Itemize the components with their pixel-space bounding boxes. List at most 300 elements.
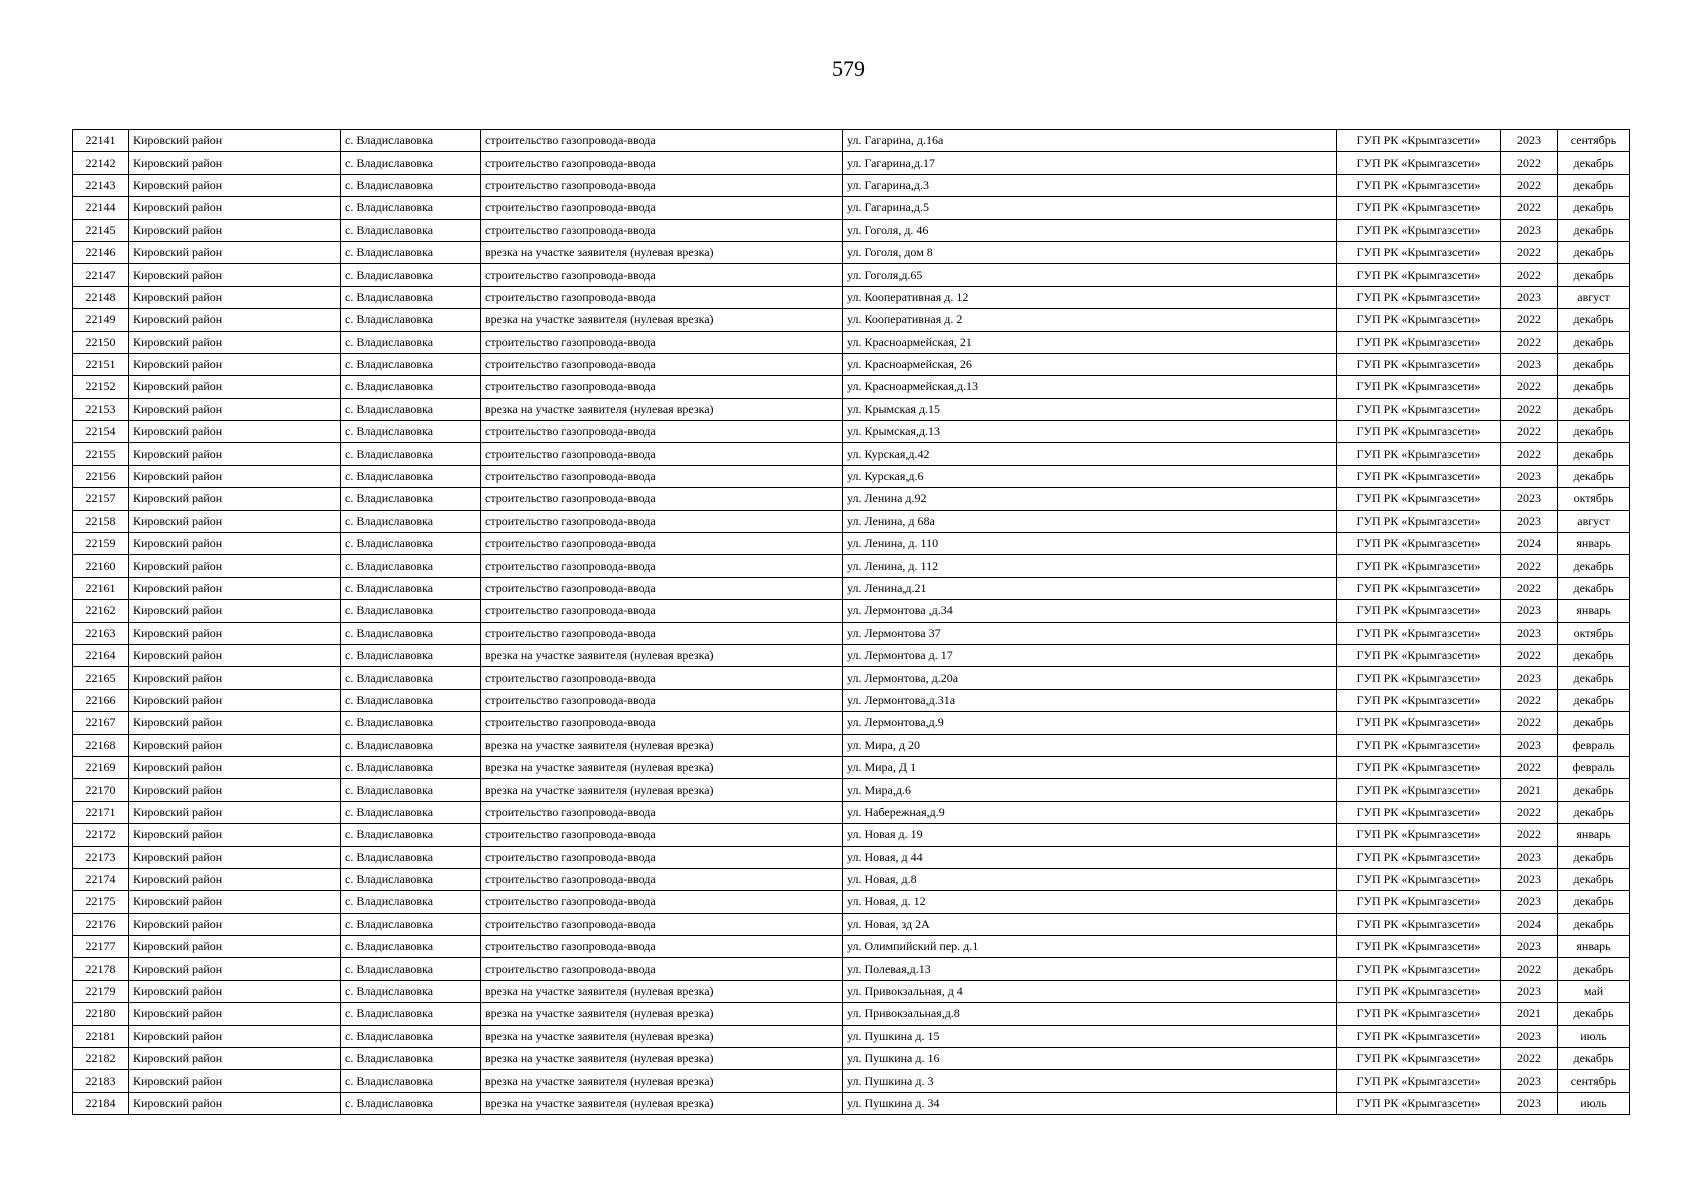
address-cell: ул. Курская,д.42 xyxy=(843,443,1337,465)
district-cell: Кировский район xyxy=(129,936,341,958)
month-cell: май xyxy=(1558,980,1630,1002)
year-cell: 2022 xyxy=(1501,1048,1558,1070)
organization-cell: ГУП РК «Крымгазсети» xyxy=(1337,219,1501,241)
month-cell: декабрь xyxy=(1558,689,1630,711)
month-cell: декабрь xyxy=(1558,644,1630,666)
village-cell: с. Владиславовка xyxy=(341,421,481,443)
month-cell: декабрь xyxy=(1558,331,1630,353)
address-cell: ул. Мира, д 20 xyxy=(843,734,1337,756)
month-cell: сентябрь xyxy=(1558,130,1630,152)
village-cell: с. Владиславовка xyxy=(341,1048,481,1070)
row-number: 22172 xyxy=(73,824,129,846)
address-cell: ул. Красноармейская,д.13 xyxy=(843,376,1337,398)
organization-cell: ГУП РК «Крымгазсети» xyxy=(1337,756,1501,778)
organization-cell: ГУП РК «Крымгазсети» xyxy=(1337,712,1501,734)
address-cell: ул. Красноармейская, 21 xyxy=(843,331,1337,353)
address-cell: ул. Гагарина,д.3 xyxy=(843,174,1337,196)
work-type-cell: врезка на участке заявителя (нулевая врезка) xyxy=(481,1070,843,1092)
table-row xyxy=(73,465,1630,487)
table-row xyxy=(73,130,1630,152)
month-cell: декабрь xyxy=(1558,197,1630,219)
address-cell: ул. Гагарина, д.16а xyxy=(843,130,1337,152)
organization-cell: ГУП РК «Крымгазсети» xyxy=(1337,510,1501,532)
month-cell: январь xyxy=(1558,824,1630,846)
work-type-cell: строительство газопровода-ввода xyxy=(481,622,843,644)
year-cell: 2024 xyxy=(1501,913,1558,935)
work-type-cell: строительство газопровода-ввода xyxy=(481,936,843,958)
year-cell: 2022 xyxy=(1501,241,1558,263)
table-row xyxy=(73,689,1630,711)
address-cell: ул. Пушкина д. 16 xyxy=(843,1048,1337,1070)
row-number: 22144 xyxy=(73,197,129,219)
month-cell: декабрь xyxy=(1558,577,1630,599)
district-cell: Кировский район xyxy=(129,197,341,219)
row-number: 22147 xyxy=(73,264,129,286)
year-cell: 2023 xyxy=(1501,465,1558,487)
work-type-cell: строительство газопровода-ввода xyxy=(481,600,843,622)
row-number: 22175 xyxy=(73,891,129,913)
district-cell: Кировский район xyxy=(129,353,341,375)
village-cell: с. Владиславовка xyxy=(341,1092,481,1114)
work-type-cell: строительство газопровода-ввода xyxy=(481,801,843,823)
village-cell: с. Владиславовка xyxy=(341,712,481,734)
district-cell: Кировский район xyxy=(129,130,341,152)
year-cell: 2022 xyxy=(1501,555,1558,577)
table-row xyxy=(73,421,1630,443)
row-number: 22164 xyxy=(73,644,129,666)
row-number: 22170 xyxy=(73,779,129,801)
organization-cell: ГУП РК «Крымгазсети» xyxy=(1337,622,1501,644)
year-cell: 2022 xyxy=(1501,331,1558,353)
village-cell: с. Владиславовка xyxy=(341,353,481,375)
address-cell: ул. Лермонтова, д.20а xyxy=(843,667,1337,689)
district-cell: Кировский район xyxy=(129,152,341,174)
address-cell: ул. Кооперативная д. 12 xyxy=(843,286,1337,308)
month-cell: октябрь xyxy=(1558,488,1630,510)
row-number: 22179 xyxy=(73,980,129,1002)
work-type-cell: строительство газопровода-ввода xyxy=(481,846,843,868)
year-cell: 2022 xyxy=(1501,421,1558,443)
year-cell: 2023 xyxy=(1501,622,1558,644)
row-number: 22142 xyxy=(73,152,129,174)
district-cell: Кировский район xyxy=(129,1092,341,1114)
work-type-cell: строительство газопровода-ввода xyxy=(481,197,843,219)
address-cell: ул. Кооперативная д. 2 xyxy=(843,309,1337,331)
year-cell: 2022 xyxy=(1501,197,1558,219)
organization-cell: ГУП РК «Крымгазсети» xyxy=(1337,936,1501,958)
work-type-cell: строительство газопровода-ввода xyxy=(481,174,843,196)
year-cell: 2022 xyxy=(1501,756,1558,778)
year-cell: 2022 xyxy=(1501,644,1558,666)
year-cell: 2022 xyxy=(1501,264,1558,286)
table-row xyxy=(73,913,1630,935)
village-cell: с. Владиславовка xyxy=(341,398,481,420)
work-type-cell: врезка на участке заявителя (нулевая врезка) xyxy=(481,980,843,1002)
month-cell: декабрь xyxy=(1558,398,1630,420)
organization-cell: ГУП РК «Крымгазсети» xyxy=(1337,197,1501,219)
table-row xyxy=(73,443,1630,465)
table-row xyxy=(73,1048,1630,1070)
month-cell: октябрь xyxy=(1558,622,1630,644)
district-cell: Кировский район xyxy=(129,488,341,510)
address-cell: ул. Гагарина,д.17 xyxy=(843,152,1337,174)
village-cell: с. Владиславовка xyxy=(341,779,481,801)
month-cell: декабрь xyxy=(1558,219,1630,241)
district-cell: Кировский район xyxy=(129,756,341,778)
work-type-cell: строительство газопровода-ввода xyxy=(481,510,843,532)
work-type-cell: строительство газопровода-ввода xyxy=(481,824,843,846)
work-type-cell: строительство газопровода-ввода xyxy=(481,219,843,241)
year-cell: 2022 xyxy=(1501,309,1558,331)
organization-cell: ГУП РК «Крымгазсети» xyxy=(1337,421,1501,443)
month-cell: декабрь xyxy=(1558,1048,1630,1070)
district-cell: Кировский район xyxy=(129,421,341,443)
work-type-cell: врезка на участке заявителя (нулевая врезка) xyxy=(481,309,843,331)
village-cell: с. Владиславовка xyxy=(341,913,481,935)
row-number: 22181 xyxy=(73,1025,129,1047)
work-type-cell: строительство газопровода-ввода xyxy=(481,443,843,465)
table-row xyxy=(73,555,1630,577)
address-cell: ул. Пушкина д. 34 xyxy=(843,1092,1337,1114)
village-cell: с. Владиславовка xyxy=(341,868,481,890)
year-cell: 2023 xyxy=(1501,286,1558,308)
address-cell: ул. Гоголя,д.65 xyxy=(843,264,1337,286)
organization-cell: ГУП РК «Крымгазсети» xyxy=(1337,533,1501,555)
table-row xyxy=(73,734,1630,756)
address-cell: ул. Мира, Д 1 xyxy=(843,756,1337,778)
district-cell: Кировский район xyxy=(129,241,341,263)
village-cell: с. Владиславовка xyxy=(341,1003,481,1025)
organization-cell: ГУП РК «Крымгазсети» xyxy=(1337,555,1501,577)
row-number: 22183 xyxy=(73,1070,129,1092)
row-number: 22158 xyxy=(73,510,129,532)
month-cell: декабрь xyxy=(1558,264,1630,286)
address-cell: ул. Ленина, д. 112 xyxy=(843,555,1337,577)
organization-cell: ГУП РК «Крымгазсети» xyxy=(1337,353,1501,375)
work-type-cell: строительство газопровода-ввода xyxy=(481,913,843,935)
address-cell: ул. Ленина, д 68а xyxy=(843,510,1337,532)
address-cell: ул. Лермонтова ,д.34 xyxy=(843,600,1337,622)
district-cell: Кировский район xyxy=(129,577,341,599)
row-number: 22180 xyxy=(73,1003,129,1025)
organization-cell: ГУП РК «Крымгазсети» xyxy=(1337,443,1501,465)
year-cell: 2021 xyxy=(1501,779,1558,801)
year-cell: 2023 xyxy=(1501,488,1558,510)
year-cell: 2022 xyxy=(1501,577,1558,599)
district-cell: Кировский район xyxy=(129,712,341,734)
work-type-cell: строительство газопровода-ввода xyxy=(481,353,843,375)
work-type-cell: врезка на участке заявителя (нулевая врезка) xyxy=(481,756,843,778)
district-cell: Кировский район xyxy=(129,644,341,666)
year-cell: 2022 xyxy=(1501,689,1558,711)
work-type-cell: строительство газопровода-ввода xyxy=(481,465,843,487)
organization-cell: ГУП РК «Крымгазсети» xyxy=(1337,331,1501,353)
row-number: 22151 xyxy=(73,353,129,375)
row-number: 22167 xyxy=(73,712,129,734)
table-row xyxy=(73,756,1630,778)
work-type-cell: строительство газопровода-ввода xyxy=(481,533,843,555)
row-number: 22176 xyxy=(73,913,129,935)
village-cell: с. Владиславовка xyxy=(341,533,481,555)
district-cell: Кировский район xyxy=(129,219,341,241)
address-cell: ул. Крымская д.15 xyxy=(843,398,1337,420)
organization-cell: ГУП РК «Крымгазсети» xyxy=(1337,376,1501,398)
village-cell: с. Владиславовка xyxy=(341,241,481,263)
row-number: 22165 xyxy=(73,667,129,689)
village-cell: с. Владиславовка xyxy=(341,197,481,219)
district-cell: Кировский район xyxy=(129,309,341,331)
month-cell: декабрь xyxy=(1558,868,1630,890)
address-cell: ул. Пушкина д. 15 xyxy=(843,1025,1337,1047)
table-row xyxy=(73,936,1630,958)
organization-cell: ГУП РК «Крымгазсети» xyxy=(1337,689,1501,711)
table-row xyxy=(73,891,1630,913)
row-number: 22150 xyxy=(73,331,129,353)
work-type-cell: врезка на участке заявителя (нулевая врезка) xyxy=(481,734,843,756)
address-cell: ул. Красноармейская, 26 xyxy=(843,353,1337,375)
row-number: 22163 xyxy=(73,622,129,644)
district-cell: Кировский район xyxy=(129,600,341,622)
work-type-cell: строительство газопровода-ввода xyxy=(481,286,843,308)
work-type-cell: строительство газопровода-ввода xyxy=(481,958,843,980)
row-number: 22156 xyxy=(73,465,129,487)
work-type-cell: врезка на участке заявителя (нулевая врезка) xyxy=(481,1092,843,1114)
district-cell: Кировский район xyxy=(129,1048,341,1070)
work-type-cell: строительство газопровода-ввода xyxy=(481,488,843,510)
address-cell: ул. Новая, д 44 xyxy=(843,846,1337,868)
address-cell: ул. Олимпийский пер. д.1 xyxy=(843,936,1337,958)
table-row xyxy=(73,286,1630,308)
village-cell: с. Владиславовка xyxy=(341,264,481,286)
table-row xyxy=(73,846,1630,868)
year-cell: 2022 xyxy=(1501,958,1558,980)
year-cell: 2023 xyxy=(1501,980,1558,1002)
table-row xyxy=(73,219,1630,241)
table-row xyxy=(73,622,1630,644)
table-row xyxy=(73,577,1630,599)
month-cell: декабрь xyxy=(1558,421,1630,443)
row-number: 22146 xyxy=(73,241,129,263)
work-type-cell: строительство газопровода-ввода xyxy=(481,376,843,398)
organization-cell: ГУП РК «Крымгазсети» xyxy=(1337,734,1501,756)
work-type-cell: врезка на участке заявителя (нулевая врезка) xyxy=(481,1025,843,1047)
organization-cell: ГУП РК «Крымгазсети» xyxy=(1337,667,1501,689)
district-cell: Кировский район xyxy=(129,689,341,711)
table-row xyxy=(73,824,1630,846)
table-row xyxy=(73,264,1630,286)
village-cell: с. Владиславовка xyxy=(341,891,481,913)
year-cell: 2022 xyxy=(1501,152,1558,174)
village-cell: с. Владиславовка xyxy=(341,622,481,644)
organization-cell: ГУП РК «Крымгазсети» xyxy=(1337,891,1501,913)
row-number: 22160 xyxy=(73,555,129,577)
month-cell: август xyxy=(1558,286,1630,308)
year-cell: 2023 xyxy=(1501,936,1558,958)
row-number: 22152 xyxy=(73,376,129,398)
organization-cell: ГУП РК «Крымгазсети» xyxy=(1337,600,1501,622)
year-cell: 2022 xyxy=(1501,398,1558,420)
district-cell: Кировский район xyxy=(129,376,341,398)
district-cell: Кировский район xyxy=(129,734,341,756)
village-cell: с. Владиславовка xyxy=(341,130,481,152)
row-number: 22178 xyxy=(73,958,129,980)
village-cell: с. Владиславовка xyxy=(341,958,481,980)
month-cell: февраль xyxy=(1558,734,1630,756)
year-cell: 2022 xyxy=(1501,174,1558,196)
row-number: 22145 xyxy=(73,219,129,241)
row-number: 22169 xyxy=(73,756,129,778)
month-cell: декабрь xyxy=(1558,309,1630,331)
month-cell: декабрь xyxy=(1558,174,1630,196)
district-cell: Кировский район xyxy=(129,555,341,577)
table-row xyxy=(73,376,1630,398)
year-cell: 2023 xyxy=(1501,846,1558,868)
district-cell: Кировский район xyxy=(129,398,341,420)
village-cell: с. Владиславовка xyxy=(341,309,481,331)
village-cell: с. Владиславовка xyxy=(341,465,481,487)
table-row xyxy=(73,353,1630,375)
table-row xyxy=(73,712,1630,734)
year-cell: 2023 xyxy=(1501,353,1558,375)
table-row xyxy=(73,779,1630,801)
year-cell: 2023 xyxy=(1501,1092,1558,1114)
organization-cell: ГУП РК «Крымгазсети» xyxy=(1337,174,1501,196)
district-cell: Кировский район xyxy=(129,533,341,555)
organization-cell: ГУП РК «Крымгазсети» xyxy=(1337,824,1501,846)
village-cell: с. Владиславовка xyxy=(341,577,481,599)
work-type-cell: строительство газопровода-ввода xyxy=(481,712,843,734)
organization-cell: ГУП РК «Крымгазсети» xyxy=(1337,913,1501,935)
village-cell: с. Владиславовка xyxy=(341,152,481,174)
village-cell: с. Владиславовка xyxy=(341,443,481,465)
district-cell: Кировский район xyxy=(129,331,341,353)
work-type-cell: строительство газопровода-ввода xyxy=(481,264,843,286)
district-cell: Кировский район xyxy=(129,667,341,689)
address-cell: ул. Крымская,д.13 xyxy=(843,421,1337,443)
row-number: 22141 xyxy=(73,130,129,152)
address-cell: ул. Новая, д. 12 xyxy=(843,891,1337,913)
district-cell: Кировский район xyxy=(129,510,341,532)
row-number: 22159 xyxy=(73,533,129,555)
village-cell: с. Владиславовка xyxy=(341,510,481,532)
table-row xyxy=(73,801,1630,823)
year-cell: 2023 xyxy=(1501,600,1558,622)
organization-cell: ГУП РК «Крымгазсети» xyxy=(1337,868,1501,890)
table-row xyxy=(73,309,1630,331)
row-number: 22173 xyxy=(73,846,129,868)
row-number: 22153 xyxy=(73,398,129,420)
district-cell: Кировский район xyxy=(129,174,341,196)
village-cell: с. Владиславовка xyxy=(341,689,481,711)
table-row xyxy=(73,533,1630,555)
table-row xyxy=(73,1025,1630,1047)
month-cell: декабрь xyxy=(1558,152,1630,174)
organization-cell: ГУП РК «Крымгазсети» xyxy=(1337,398,1501,420)
table-row xyxy=(73,868,1630,890)
table-row xyxy=(73,398,1630,420)
work-type-cell: строительство газопровода-ввода xyxy=(481,152,843,174)
address-cell: ул. Новая, д.8 xyxy=(843,868,1337,890)
year-cell: 2022 xyxy=(1501,712,1558,734)
organization-cell: ГУП РК «Крымгазсети» xyxy=(1337,801,1501,823)
work-type-cell: строительство газопровода-ввода xyxy=(481,689,843,711)
row-number: 22155 xyxy=(73,443,129,465)
organization-cell: ГУП РК «Крымгазсети» xyxy=(1337,846,1501,868)
village-cell: с. Владиславовка xyxy=(341,600,481,622)
row-number: 22143 xyxy=(73,174,129,196)
village-cell: с. Владиславовка xyxy=(341,756,481,778)
year-cell: 2021 xyxy=(1501,1003,1558,1025)
month-cell: декабрь xyxy=(1558,801,1630,823)
month-cell: декабрь xyxy=(1558,667,1630,689)
year-cell: 2022 xyxy=(1501,376,1558,398)
year-cell: 2023 xyxy=(1501,667,1558,689)
row-number: 22161 xyxy=(73,577,129,599)
month-cell: декабрь xyxy=(1558,443,1630,465)
table-row xyxy=(73,1003,1630,1025)
address-cell: ул. Привокзальная, д 4 xyxy=(843,980,1337,1002)
month-cell: декабрь xyxy=(1558,555,1630,577)
row-number: 22162 xyxy=(73,600,129,622)
work-type-cell: врезка на участке заявителя (нулевая врезка) xyxy=(481,398,843,420)
district-cell: Кировский район xyxy=(129,913,341,935)
year-cell: 2022 xyxy=(1501,824,1558,846)
address-cell: ул. Новая д. 19 xyxy=(843,824,1337,846)
year-cell: 2023 xyxy=(1501,1070,1558,1092)
row-number: 22149 xyxy=(73,309,129,331)
year-cell: 2023 xyxy=(1501,868,1558,890)
month-cell: декабрь xyxy=(1558,779,1630,801)
table-row xyxy=(73,958,1630,980)
district-cell: Кировский район xyxy=(129,824,341,846)
address-cell: ул. Гагарина,д.5 xyxy=(843,197,1337,219)
month-cell: июль xyxy=(1558,1025,1630,1047)
organization-cell: ГУП РК «Крымгазсети» xyxy=(1337,264,1501,286)
month-cell: декабрь xyxy=(1558,376,1630,398)
month-cell: декабрь xyxy=(1558,913,1630,935)
village-cell: с. Владиславовка xyxy=(341,555,481,577)
village-cell: с. Владиславовка xyxy=(341,667,481,689)
organization-cell: ГУП РК «Крымгазсети» xyxy=(1337,980,1501,1002)
address-cell: ул. Новая, зд 2А xyxy=(843,913,1337,935)
row-number: 22182 xyxy=(73,1048,129,1070)
row-number: 22154 xyxy=(73,421,129,443)
month-cell: декабрь xyxy=(1558,958,1630,980)
district-cell: Кировский район xyxy=(129,958,341,980)
district-cell: Кировский район xyxy=(129,1025,341,1047)
village-cell: с. Владиславовка xyxy=(341,376,481,398)
organization-cell: ГУП РК «Крымгазсети» xyxy=(1337,1025,1501,1047)
village-cell: с. Владиславовка xyxy=(341,734,481,756)
table-row xyxy=(73,1070,1630,1092)
district-cell: Кировский район xyxy=(129,801,341,823)
work-type-cell: врезка на участке заявителя (нулевая врезка) xyxy=(481,1048,843,1070)
village-cell: с. Владиславовка xyxy=(341,1070,481,1092)
row-number: 22148 xyxy=(73,286,129,308)
page-number: 579 xyxy=(832,56,865,81)
organization-cell: ГУП РК «Крымгазсети» xyxy=(1337,958,1501,980)
month-cell: декабрь xyxy=(1558,465,1630,487)
table-row xyxy=(73,488,1630,510)
table-row xyxy=(73,197,1630,219)
address-cell: ул. Пушкина д. 3 xyxy=(843,1070,1337,1092)
district-cell: Кировский район xyxy=(129,443,341,465)
village-cell: с. Владиславовка xyxy=(341,1025,481,1047)
organization-cell: ГУП РК «Крымгазсети» xyxy=(1337,152,1501,174)
organization-cell: ГУП РК «Крымгазсети» xyxy=(1337,779,1501,801)
work-type-cell: строительство газопровода-ввода xyxy=(481,891,843,913)
month-cell: февраль xyxy=(1558,756,1630,778)
